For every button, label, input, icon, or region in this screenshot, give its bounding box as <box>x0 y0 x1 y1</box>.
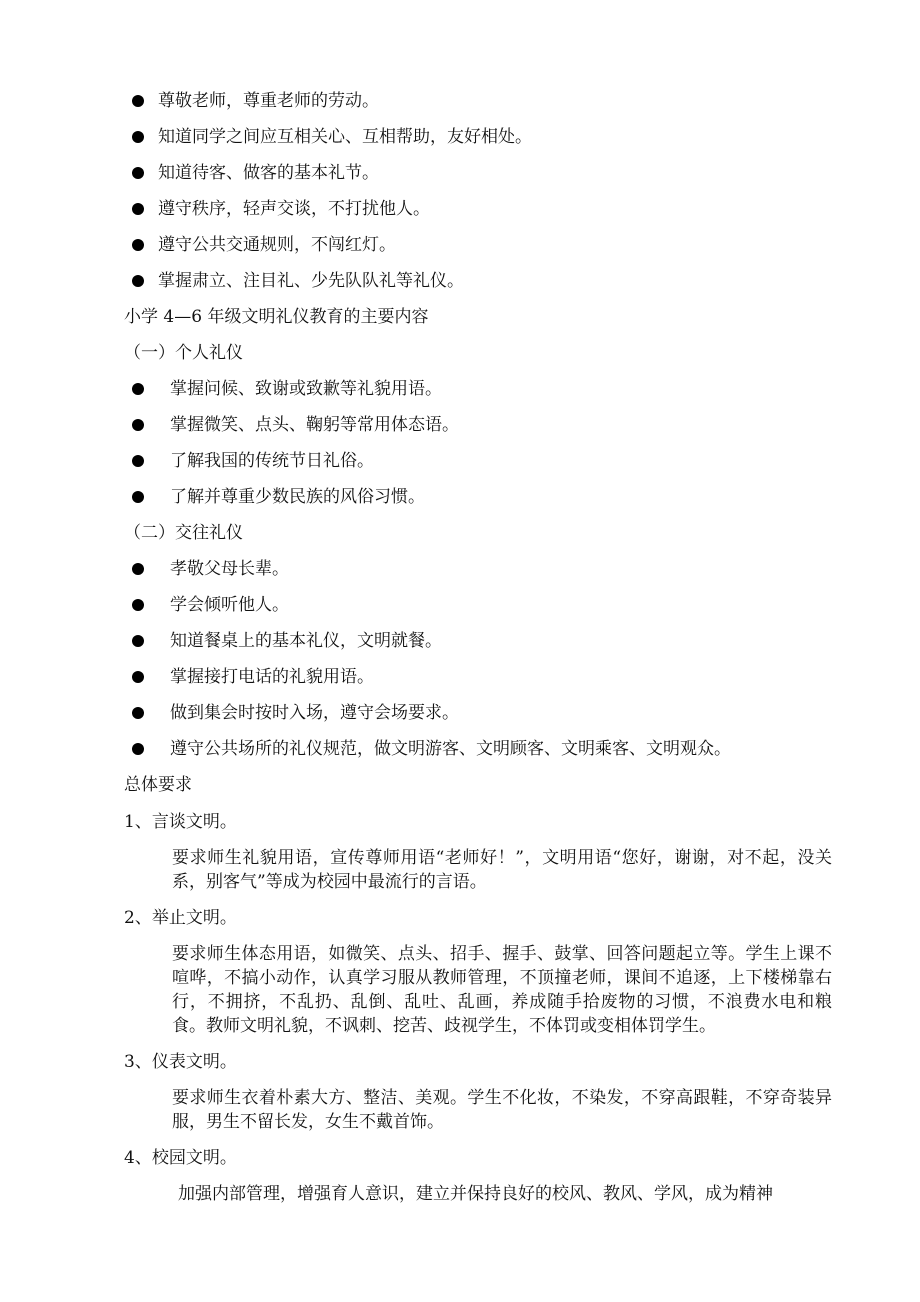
requirement-body: 要求师生衣着朴素大方、整洁、美观。学生不化妆，不染发，不穿高跟鞋，不穿奇装异服，男生不留长发，女生不戴首饰。 <box>172 1088 832 1132</box>
bullet-icon <box>132 95 144 107</box>
list-item-text: 掌握接打电话的礼貌用语。 <box>170 667 374 687</box>
bullet-icon <box>132 635 144 647</box>
bullet-icon <box>132 239 144 251</box>
subsection-title-social: （二）交往礼仪 <box>124 523 243 543</box>
section-heading: 小学 4—6 年级文明礼仪教育的主要内容 <box>124 307 429 327</box>
list-item-text: 遵守秩序，轻声交谈，不打扰他人。 <box>158 199 430 219</box>
bullet-icon <box>132 167 144 179</box>
requirement-heading: 2、举止文明。 <box>124 908 237 928</box>
list-item-text: 遵守公共交通规则，不闯红灯。 <box>158 235 396 255</box>
bullet-icon <box>132 563 144 575</box>
list-item-text: 知道同学之间应互相关心、互相帮助，友好相处。 <box>158 127 532 147</box>
bullet-icon <box>132 671 144 683</box>
bullet-icon <box>132 743 144 755</box>
requirement-heading: 1、言谈文明。 <box>124 812 237 832</box>
list-item-text: 尊敬老师，尊重老师的劳动。 <box>158 91 379 111</box>
requirement-body: 要求师生礼貌用语，宣传尊师用语“老师好！”，文明用语“您好，谢谢，对不起，没关系，别客气”等成为校园中最流行的言语。 <box>172 848 832 892</box>
requirement-heading: 4、校园文明。 <box>124 1148 237 1168</box>
list-item-text: 掌握肃立、注目礼、少先队队礼等礼仪。 <box>158 271 464 291</box>
subsection-title-personal: （一）个人礼仪 <box>124 343 243 363</box>
requirement-body: 要求师生体态用语，如微笑、点头、招手、握手、鼓掌、回答问题起立等。学生上课不喧哗，不搞小动作，认真学习服从教师管理，不顶撞老师，课间不追逐，上下楼梯靠右行，不拥挤，不乱扔、乱倒、乱吐、乱画，养成随手拾废物的习惯，不浪费水电和粮食。教师文明礼貌，不讽刺、挖苦、歧视学生，不体罚或变相体罚学生。 <box>172 944 832 1036</box>
bullet-icon <box>132 131 144 143</box>
list-item-text: 做到集会时按时入场，遵守会场要求。 <box>170 703 459 723</box>
list-item-text: 学会倾听他人。 <box>170 595 289 615</box>
bullet-icon <box>132 203 144 215</box>
list-item-text: 了解我国的传统节日礼俗。 <box>170 451 374 471</box>
bullet-icon <box>132 419 144 431</box>
list-item-text: 掌握问候、致谢或致歉等礼貌用语。 <box>170 379 442 399</box>
requirement-heading: 3、仪表文明。 <box>124 1052 237 1072</box>
bullet-icon <box>132 455 144 467</box>
bullet-icon <box>132 491 144 503</box>
bullet-icon <box>132 383 144 395</box>
list-item-text: 孝敬父母长辈。 <box>170 559 289 579</box>
requirement-body: 加强内部管理，增强育人意识，建立并保持良好的校风、教风、学风，成为精神 <box>178 1184 773 1204</box>
list-item-text: 遵守公共场所的礼仪规范，做文明游客、文明顾客、文明乘客、文明观众。 <box>170 739 731 759</box>
bullet-icon <box>132 275 144 287</box>
list-item-text: 知道待客、做客的基本礼节。 <box>158 163 379 183</box>
overall-title: 总体要求 <box>124 775 192 795</box>
bullet-icon <box>132 599 144 611</box>
list-item-text: 了解并尊重少数民族的风俗习惯。 <box>170 487 425 507</box>
bullet-icon <box>132 707 144 719</box>
list-item-text: 掌握微笑、点头、鞠躬等常用体态语。 <box>170 415 459 435</box>
list-item-text: 知道餐桌上的基本礼仪，文明就餐。 <box>170 631 442 651</box>
